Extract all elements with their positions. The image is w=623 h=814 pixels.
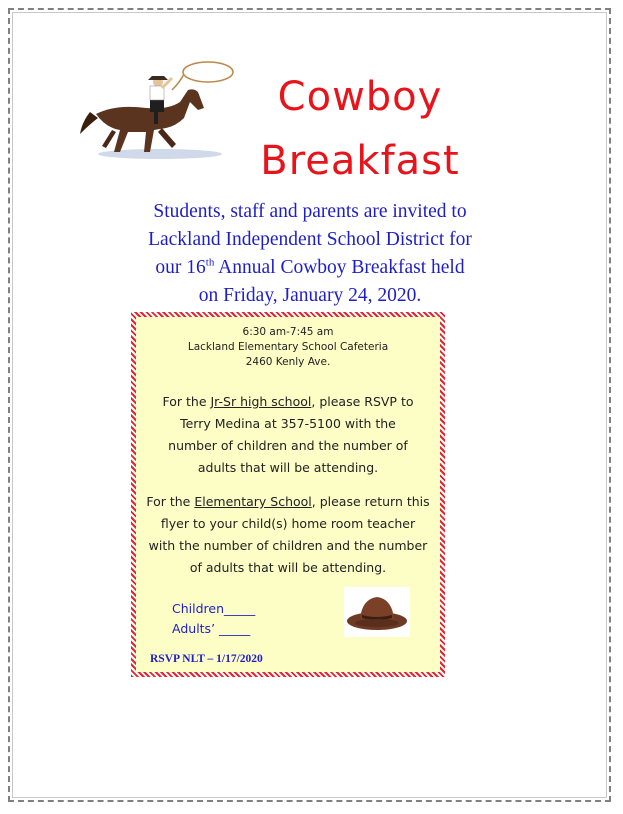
invite-line (60, 254, 560, 282)
jr-sr-rsvp (136, 391, 440, 479)
invite-line: on Friday, January 24, 2020. (198, 285, 422, 306)
jr-sr-school-label: Jr-Sr high school (210, 394, 312, 409)
jr-sr-line-2: Terry Medina at 357-5100 with the (180, 416, 396, 431)
event-location: Lackland Elementary School Cafeteria (187, 341, 389, 353)
rsvp-form (172, 599, 255, 639)
elementary-post: , please return this (311, 494, 430, 509)
elementary-line-2: flyer to your child(s) home room teacher (160, 516, 416, 531)
elementary-school-label: Elementary School (194, 494, 312, 509)
jr-sr-pre: For the (162, 394, 211, 409)
invite-line-3-post: Annual Cowboy Breakfast held (214, 257, 465, 278)
elementary-line-3: with the number of children and the number (148, 538, 428, 553)
event-time: 6:30 am-7:45 am (242, 326, 334, 338)
invitation-text (60, 198, 560, 310)
jr-sr-line-1 (136, 391, 440, 413)
jr-sr-line-3: number of children and the number of (168, 438, 408, 453)
event-address: 2460 Kenly Ave. (245, 356, 331, 368)
title-line-2: Breakfast (260, 138, 460, 184)
invite-line: Students, staff and parents are invited to (153, 201, 467, 222)
invite-line: Lackland Independent School District for (148, 229, 472, 250)
cowboy-horse-illustration (76, 52, 236, 164)
elementary-line-4: of adults that will be attending. (189, 560, 387, 575)
elementary-rsvp (136, 491, 440, 579)
title-line-1: Cowboy (277, 74, 443, 120)
jr-sr-line-4: adults that will be attending. (197, 460, 379, 475)
event-details-box (131, 312, 445, 677)
elementary-pre: For the (146, 494, 195, 509)
elementary-line-1 (136, 491, 440, 513)
cowboy-hat-icon (344, 587, 410, 637)
ordinal-suffix: th (205, 256, 215, 269)
rsvp-deadline: RSVP NLT – 1/17/2020 (150, 653, 263, 665)
adults-count-field[interactable]: Adults’ _____ (172, 621, 251, 636)
event-details (136, 325, 440, 370)
children-count-field[interactable]: Children_____ (172, 601, 256, 616)
jr-sr-post: , please RSVP to (311, 394, 414, 409)
invite-line-3-pre: our 16 (155, 257, 206, 278)
